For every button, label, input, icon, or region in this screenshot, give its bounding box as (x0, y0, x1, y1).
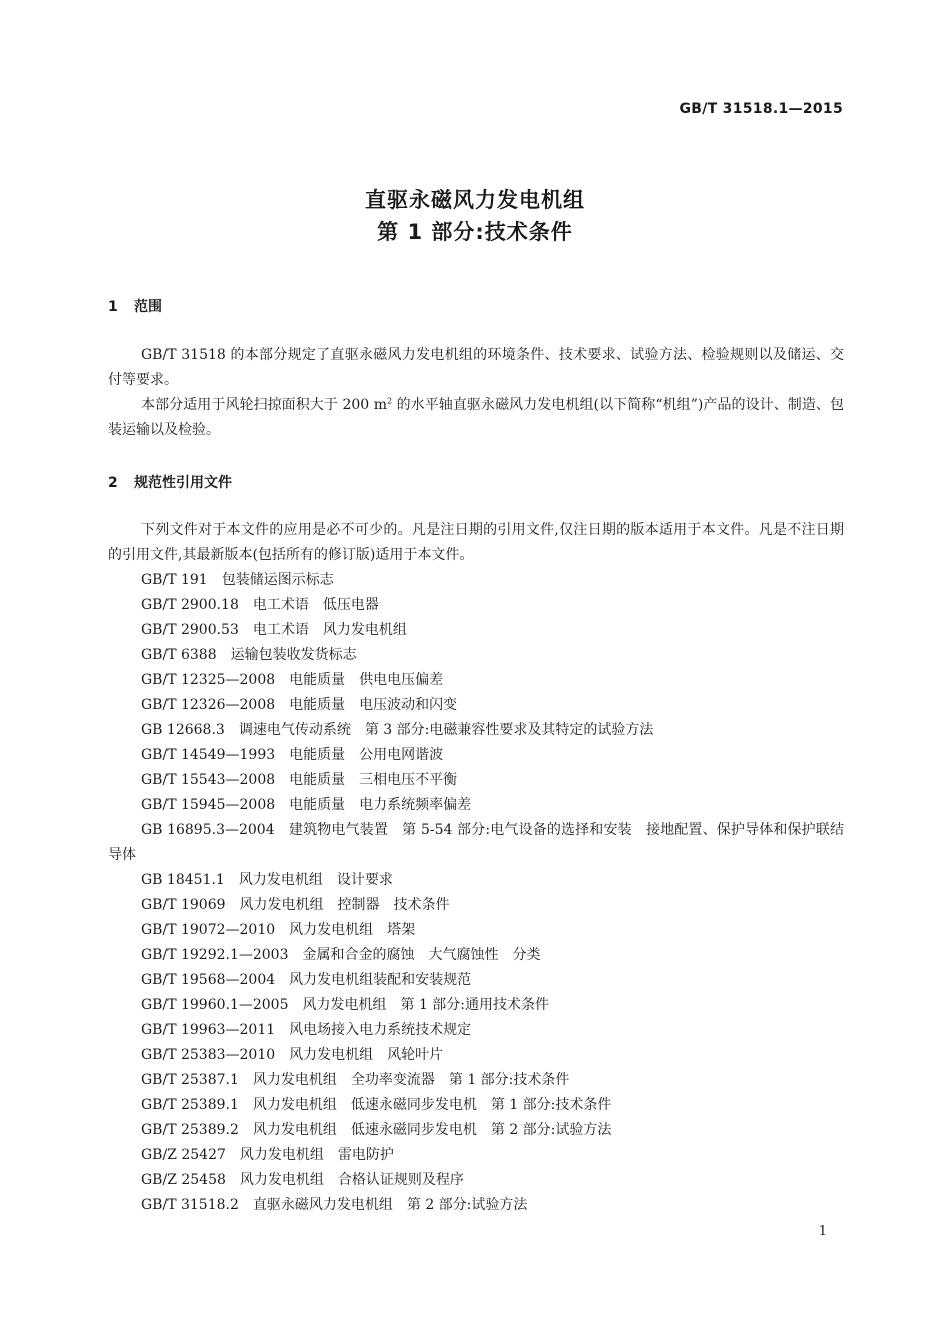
section-title: 规范性引用文件 (134, 475, 232, 491)
document-subtitle: 第 1 部分:技术条件 (377, 220, 573, 244)
reference-item: GB/T 19069 风力发电机组 控制器 技术条件 (141, 897, 450, 913)
reference-item: GB/T 19963—2011 风电场接入电力系统技术规定 (141, 1022, 472, 1038)
scope-applicability-paragraph (108, 393, 844, 443)
section-heading-scope (108, 296, 162, 316)
reference-item: GB/T 25387.1 风力发电机组 全功率变流器 第 1 部分:技术条件 (141, 1072, 570, 1088)
reference-item: GB 16895.3—2004 建筑物电气装置 第 5-54 部分:电气设备的选择和安装 接地配置、保护导体和保护联结导体 (108, 822, 844, 863)
reference-item: GB/T 14549—1993 电能质量 公用电网谐波 (141, 747, 444, 763)
reference-item: GB/T 31518.2 直驱永磁风力发电机组 第 2 部分:试验方法 (141, 1197, 528, 1213)
reference-list (108, 568, 844, 1218)
reference-item: GB/T 25389.1 风力发电机组 低速永磁同步发电机 第 1 部分:技术条件 (141, 1097, 612, 1113)
reference-item: GB/T 12325—2008 电能质量 供电电压偏差 (141, 672, 444, 688)
reference-item: GB/T 191 包装储运图示标志 (141, 572, 334, 588)
reference-item: GB/T 25389.2 风力发电机组 低速永磁同步发电机 第 2 部分:试验方法 (141, 1122, 612, 1138)
reference-item: GB/T 2900.18 电工术语 低压电器 (141, 597, 379, 613)
section-number: 1 (108, 299, 118, 315)
references-intro-paragraph: 下列文件对于本文件的应用是必不可少的。凡是注日期的引用文件,仅注日期的版本适用于本文件。凡是不注日期的引用文件,其最新版本(包括所有的修订版)适用于本文件。 (108, 522, 844, 563)
section-title: 范围 (134, 299, 162, 315)
reference-item: GB/T 19292.1—2003 金属和合金的腐蚀 大气腐蚀性 分类 (141, 947, 541, 963)
reference-item: GB/Z 25427 风力发电机组 雷电防护 (141, 1147, 394, 1163)
reference-item: GB/T 15543—2008 电能质量 三相电压不平衡 (141, 772, 458, 788)
standard-code: GB/T 31518.1—2015 (679, 101, 843, 117)
reference-item: GB/T 19960.1—2005 风力发电机组 第 1 部分:通用技术条件 (141, 997, 550, 1013)
reference-item: GB 18451.1 风力发电机组 设计要求 (141, 872, 393, 888)
reference-item: GB/T 6388 运输包装收发货标志 (141, 647, 357, 663)
reference-item: GB/T 19568—2004 风力发电机组装配和安装规范 (141, 972, 472, 988)
reference-item: GB/T 25383—2010 风力发电机组 风轮叶片 (141, 1047, 444, 1063)
document-title: 直驱永磁风力发电机组 (365, 188, 585, 212)
text-segment: 本部分适用于风轮扫掠面积大于 200 m (141, 397, 387, 413)
reference-item: GB/Z 25458 风力发电机组 合格认证规则及程序 (141, 1172, 464, 1188)
reference-item: GB/T 12326—2008 电能质量 电压波动和闪变 (141, 697, 458, 713)
reference-item: GB/T 2900.53 电工术语 风力发电机组 (141, 622, 407, 638)
text-segment: 的水平轴直驱永磁风力发电机组(以下简称“机组”)产品的设计、制造、包装运输以及检验。 (108, 397, 844, 438)
page-number: 1 (818, 1224, 827, 1239)
section-heading-normative-references (108, 472, 232, 492)
reference-item: GB 12668.3 调速电气传动系统 第 3 部分:电磁兼容性要求及其特定的试验方法 (141, 722, 654, 738)
scope-paragraph: GB/T 31518 的本部分规定了直驱永磁风力发电机组的环境条件、技术要求、试验方法、检验规则以及储运、交付等要求。 (108, 347, 844, 388)
reference-item: GB/T 19072—2010 风力发电机组 塔架 (141, 922, 416, 938)
reference-item: GB/T 15945—2008 电能质量 电力系统频率偏差 (141, 797, 472, 813)
superscript: 2 (386, 396, 393, 406)
section-number: 2 (108, 475, 118, 491)
